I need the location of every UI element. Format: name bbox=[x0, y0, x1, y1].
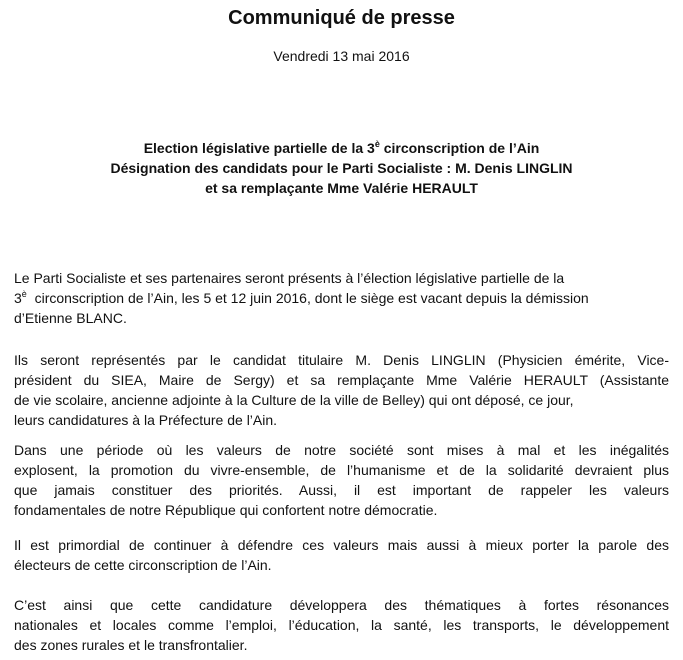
paragraph-1: Le Parti Socialiste et ses partenaires seront présents à l’élection législative partielle de la $3^è$ circonscription de l’Ain, les 5 et 12 juin 2016, dont le siège est vacant depuis la démission d’Etienne BLANC. bbox=[14, 270, 589, 326]
subject-line-1: Election législative partielle de la $3^è$ circonscription de l’Ain bbox=[143, 139, 540, 156]
paragraph-5: C’est ainsi que cette candidature développera des thématiques à fortes résonances nationales et locales comme l’emploi, l’éducation, la santé, les transports, le développement des zones rurales et le transfrontalier. bbox=[14, 597, 669, 653]
subject-line-3: et sa remplaçante Mme Valérie HERAULT bbox=[205, 180, 478, 196]
subject-line-2: Désignation des candidats pour le Parti Socialiste : M. Denis LINGLIN bbox=[110, 160, 573, 176]
paragraph-2: Ils seront représentés par le candidat titulaire M. Denis LINGLIN (Physicien émérite, Vice- président du SIEA, Maire de Sergy) et sa remplaçante Mme Valérie HERAULT (Assistante de vie scolaire, ancienne adjointe à la Culture de la ville de Belley) qui ont déposé, ce jour, leurs candidatures à la Préfecture de l’Ain. bbox=[14, 352, 669, 428]
document-title: Communiqué de presse bbox=[228, 7, 455, 29]
paragraph-4: Il est primordial de continuer à défendre ces valeurs mais aussi à mieux porter la parole des électeurs de cette circonscription de l’Ain. bbox=[14, 537, 669, 573]
paragraph-3: Dans une période où les valeurs de notre société sont mises à mal et les inégalités explosent, la promotion du vivre-ensemble, de l’humanisme et de la solidarité devraient plus que jamais constituer des priorités. Aussi, il est important de rappeler les valeurs fondamentales de notre République qui confortent notre démocratie. bbox=[14, 442, 669, 518]
document-date: Vendredi 13 mai 2016 bbox=[273, 48, 410, 64]
subject-heading bbox=[0, 138, 683, 198]
